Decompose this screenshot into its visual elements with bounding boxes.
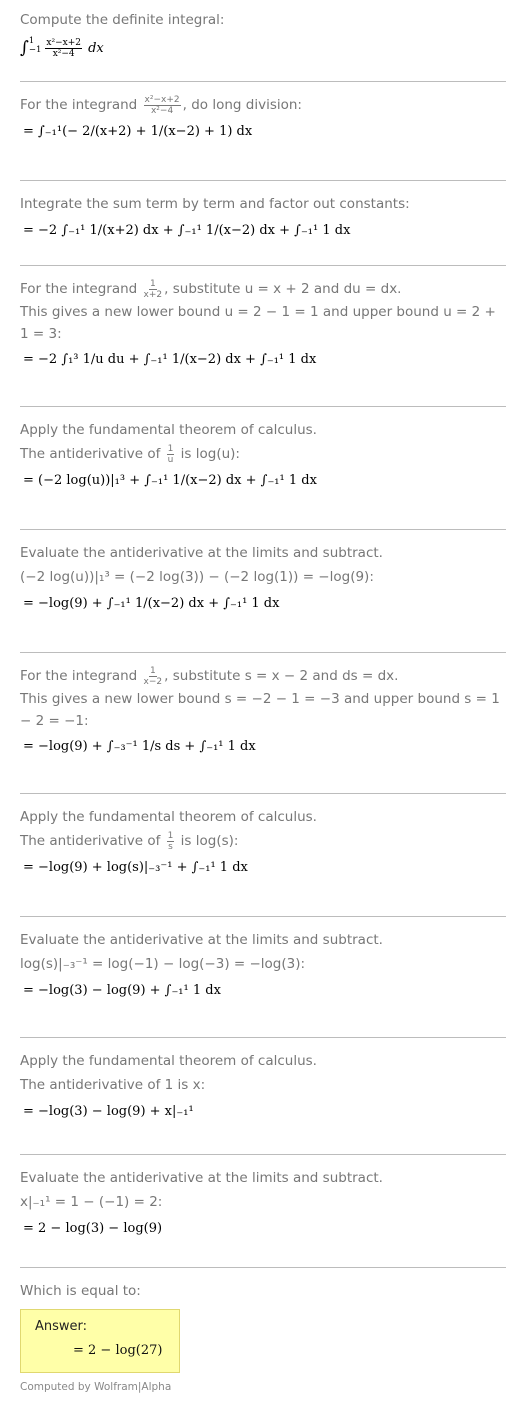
step-10-equation: = 2 − log(3) − log(9) [23, 1221, 163, 1236]
problem-text: Compute the definite integral: [20, 12, 225, 28]
step-6-equation: = −log(9) + ∫₋₃⁻¹ 1/s ds + ∫₋₁¹ 1 dx [23, 739, 256, 754]
step-5-evaluation: (−2 log(u))|₁³ = (−2 log(3)) − (−2 log(1)) = −log(9): [20, 569, 374, 585]
answer-label: Answer: [35, 1319, 88, 1334]
step-9 [20, 1037, 506, 1125]
step-3-bounds: This gives a new lower bound u = 2 − 1 = 1 and upper bound u = 2 + 1 = 3: [20, 304, 496, 342]
step-4-antiderivative: The antiderivative of $\frac{1}{u}$ is log(u): [20, 443, 240, 465]
step-8-evaluation: log(s)|₋₃⁻¹ = log(−1) − log(−3) = −log(3): [20, 956, 306, 972]
step-7-description: Apply the fundamental theorem of calculus. [20, 809, 317, 825]
step-5-equation: = −log(9) + ∫₋₁¹ 1/(x−2) dx + ∫₋₁¹ 1 dx [23, 596, 280, 611]
step-3 [20, 265, 506, 373]
step-5-description: Evaluate the antiderivative at the limits and subtract. [20, 545, 383, 561]
step-10-evaluation: x|₋₁¹ = 1 − (−1) = 2: [20, 1194, 163, 1210]
step-7 [20, 793, 506, 881]
step-6-description: For the integrand $\frac{1}{x-2}$ , substitute s = x − 2 and ds = dx. [20, 665, 399, 687]
final-divider [20, 1267, 506, 1268]
answer-value: = 2 − log(27) [73, 1343, 163, 1358]
step-8-equation: = −log(3) − log(9) + ∫₋₁¹ 1 dx [23, 983, 221, 998]
answer-box [20, 1309, 180, 1373]
problem-integral: ∫ 1 −1 $\frac{\text{x²−x+2}}{\text{x²−4}}$ dx [20, 35, 104, 59]
step-9-antiderivative: The antiderivative of 1 is x: [20, 1077, 206, 1093]
step-4 [20, 406, 506, 494]
step-1-description: For the integrand $\frac{\text{x²−x+2}}{\text{x²−4}}$ , do long division: [20, 94, 302, 116]
step-7-antiderivative: The antiderivative of $\frac{1}{s}$ is log(s): [20, 830, 239, 852]
step-8 [20, 916, 506, 1004]
step-5 [20, 529, 506, 617]
problem-statement [20, 8, 506, 62]
step-1-equation: = ∫₋₁¹(− 2/(x+2) + 1/(x−2) + 1) dx [23, 124, 253, 139]
step-9-description: Apply the fundamental theorem of calculus. [20, 1053, 317, 1069]
step-2-equation: = −2 ∫₋₁¹ 1/(x+2) dx + ∫₋₁¹ 1/(x−2) dx + ∫₋₁¹ 1 dx [23, 223, 351, 238]
step-3-description: For the integrand $\frac{1}{x+2}$ , substitute u = x + 2 and du = dx. [20, 278, 402, 300]
step-6-bounds: This gives a new lower bound s = −2 − 1 = −3 and upper bound s = 1 − 2 = −1: [20, 691, 500, 729]
which-is-equal-text: Which is equal to: [20, 1283, 141, 1299]
step-9-equation: = −log(3) − log(9) + x|₋₁¹ [23, 1104, 194, 1119]
step-2 [20, 180, 506, 244]
step-10-description: Evaluate the antiderivative at the limits and subtract. [20, 1170, 383, 1186]
step-8-description: Evaluate the antiderivative at the limits and subtract. [20, 932, 383, 948]
step-2-description: Integrate the sum term by term and factor out constants: [20, 196, 410, 212]
step-10 [20, 1154, 506, 1242]
step-6 [20, 652, 506, 760]
step-4-equation: = (−2 log(u))|₁³ + ∫₋₁¹ 1/(x−2) dx + ∫₋₁¹ 1 dx [23, 473, 317, 488]
step-3-equation: = −2 ∫₁³ 1/u du + ∫₋₁¹ 1/(x−2) dx + ∫₋₁¹ 1 dx [23, 352, 317, 367]
wolfram-footer: Computed by Wolfram|Alpha [20, 1381, 172, 1393]
step-7-equation: = −log(9) + log(s)|₋₃⁻¹ + ∫₋₁¹ 1 dx [23, 860, 248, 875]
step-4-description: Apply the fundamental theorem of calculus. [20, 422, 317, 438]
step-1 [20, 81, 506, 145]
